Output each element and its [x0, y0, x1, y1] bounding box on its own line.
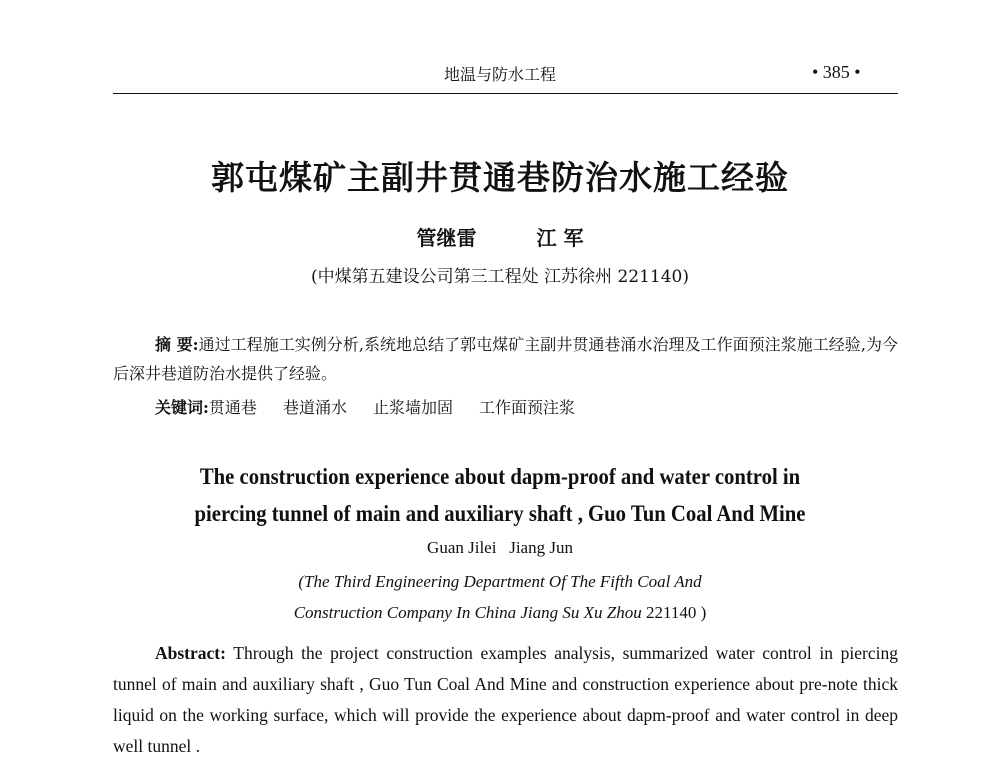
- affiliation-en-line: [0, 597, 1000, 628]
- keyword: 工作面预注浆: [478, 398, 575, 417]
- author-name-cn: 江 军: [536, 226, 584, 250]
- article-title-cn: 郭屯煤矿主副井贯通巷防治水施工经验: [211, 158, 789, 197]
- title-en-line: piercing tunnel of main and auxiliary shaft , Guo Tun Coal And Mine: [194, 501, 806, 526]
- abstract-en-text: Through the project construction examples analysis, summarized water control in piercing tunnel of main and auxiliary shaft , Guo Tun Coal And Mine and construction experience about pre-note thick liquid on the working surface, which will provide the experience about dapm-proof and water control in deep well tunnel .: [113, 643, 898, 756]
- abstract-en: [113, 638, 898, 762]
- running-head: 地温与防水工程: [443, 65, 556, 84]
- affiliation-en-org: Construction Company In China Jiang Su Xu Zhou: [293, 603, 642, 622]
- abstract-cn-text: 通过工程施工实例分析,系统地总结了郭屯煤矿主副井贯通巷涌水治理及工作面预注浆施工经验,为今后深井巷道防治水提供了经验。: [113, 335, 898, 383]
- keyword: 巷道涌水: [282, 398, 347, 417]
- keywords-cn: [155, 395, 601, 418]
- keyword: 贯通巷: [208, 398, 257, 417]
- article-title-en: [50, 458, 950, 532]
- author-name-cn: 管继雷: [416, 226, 477, 250]
- keywords-cn-label: 关键词:: [155, 398, 209, 417]
- affiliation-cn: (中煤第五建设公司第三工程处 江苏徐州 221140): [311, 267, 689, 287]
- affiliation-en-line: (The Third Engineering Department Of The Fifth Coal And: [298, 572, 702, 591]
- abstract-en-label: Abstract:: [155, 643, 226, 663]
- page-number: • 385 •: [812, 62, 861, 82]
- keyword: 止浆墙加固: [372, 398, 453, 417]
- abstract-cn: [113, 330, 898, 388]
- title-en-line: The construction experience about dapm-proof and water control in: [199, 464, 801, 489]
- header-rule: [113, 93, 898, 94]
- authors-cn: [0, 222, 1000, 251]
- abstract-cn-label: 摘 要:: [155, 335, 199, 354]
- affiliation-en: [0, 566, 1000, 628]
- affiliation-en-postcode: 221140 ): [641, 603, 707, 622]
- authors-en: Guan Jilei Jiang Jun: [427, 538, 573, 557]
